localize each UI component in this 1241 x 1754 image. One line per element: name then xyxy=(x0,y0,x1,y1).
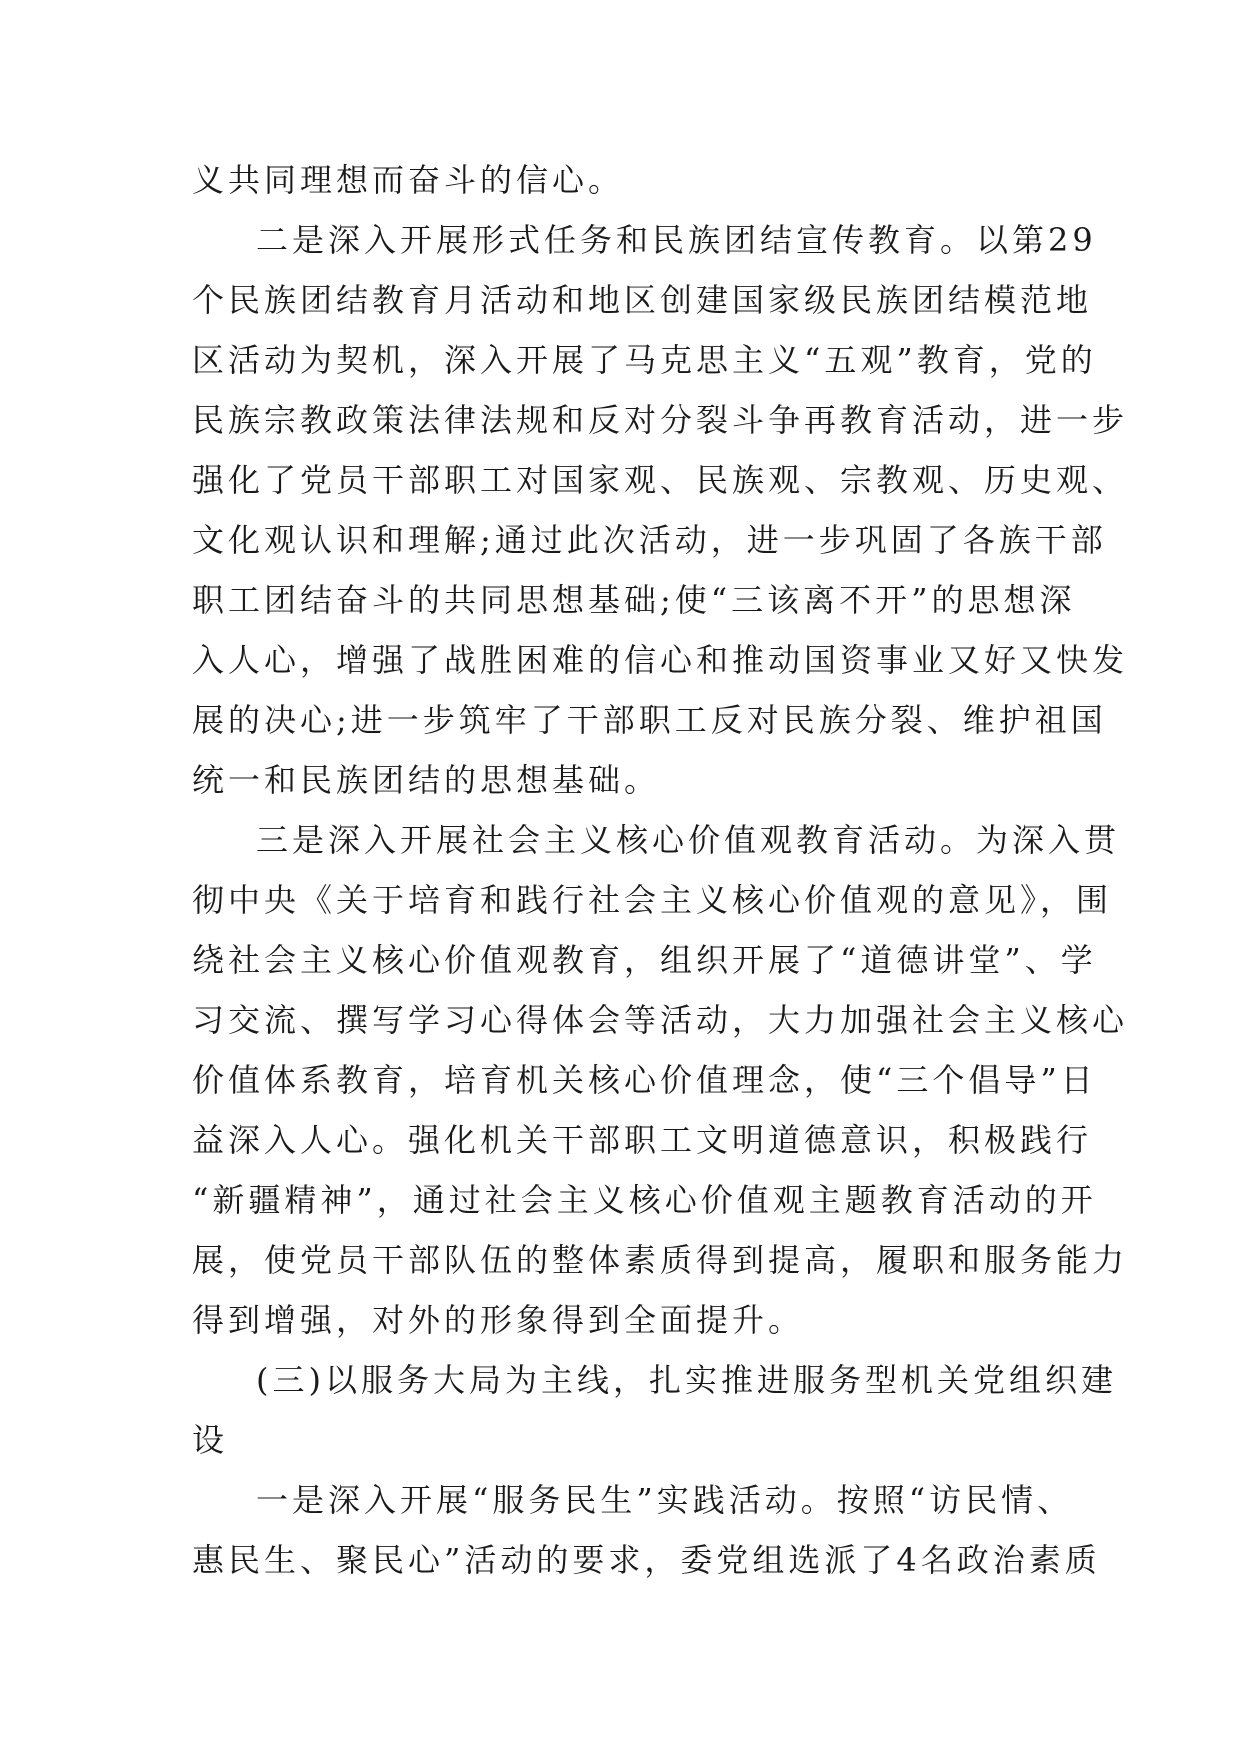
paragraph-start-line: 二是深入开展形式任务和民族团结宣传教育。以第29 xyxy=(256,221,1097,259)
document-body xyxy=(192,150,1129,1590)
text-line: 个民族团结教育月活动和地区创建国家级民族团结模范地 xyxy=(192,281,1093,319)
text-line: 价值体系教育，培育机关核心价值理念，使“三个倡导”日 xyxy=(192,1061,1097,1099)
text-line: 惠民生、聚民心”活动的要求，委党组选派了4名政治素质 xyxy=(192,1541,1101,1579)
text-line: 义共同理想而奋斗的信心。 xyxy=(192,161,625,199)
text-line: 习交流、撰写学习心得体会等活动，大力加强社会主义核心 xyxy=(192,1001,1129,1039)
text-line: 强化了党员干部职工对国家观、民族观、宗教观、历史观、 xyxy=(192,461,1129,499)
paragraph-start-line: 三是深入开展社会主义核心价值观教育活动。为深入贯 xyxy=(256,821,1121,859)
text-line: 彻中央《关于培育和践行社会主义核心价值观的意见》，围 xyxy=(192,881,1113,919)
text-line: 民族宗教政策法律法规和反对分裂斗争再教育活动，进一步 xyxy=(192,401,1129,439)
text-line: 区活动为契机，深入开展了马克思主义“五观”教育，党的 xyxy=(192,341,1097,379)
text-line: 文化观认识和理解;通过此次活动，进一步巩固了各族干部 xyxy=(192,521,1107,559)
text-line: “新疆精神”，通过社会主义核心价值观主题教育活动的开 xyxy=(192,1181,1097,1219)
text-line: 职工团结奋斗的共同思想基础;使“三该离不开”的思想深 xyxy=(192,581,1076,619)
text-line: 展，使党员干部队伍的整体素质得到提高，履职和服务能力 xyxy=(192,1241,1129,1279)
section-heading-line: 设 xyxy=(192,1421,229,1459)
text-line: 入人心，增强了战胜困难的信心和推动国资事业又好又快发 xyxy=(192,641,1129,679)
text-line: 展的决心;进一步筑牢了干部职工反对民族分裂、维护祖国 xyxy=(192,701,1107,739)
text-line: 益深入人心。强化机关干部职工文明道德意识，积极践行 xyxy=(192,1121,1093,1159)
section-heading-line: (三)以服务大局为主线，扎实推进服务型机关党组织建 xyxy=(256,1361,1117,1399)
paragraph-start-line: 一是深入开展“服务民生”实践活动。按照“访民情、 xyxy=(256,1481,1074,1519)
text-line: 得到增强，对外的形象得到全面提升。 xyxy=(192,1301,805,1339)
text-line: 统一和民族团结的思想基础。 xyxy=(192,761,661,799)
text-line: 绕社会主义核心价值观教育，组织开展了“道德讲堂”、学 xyxy=(192,941,1097,979)
